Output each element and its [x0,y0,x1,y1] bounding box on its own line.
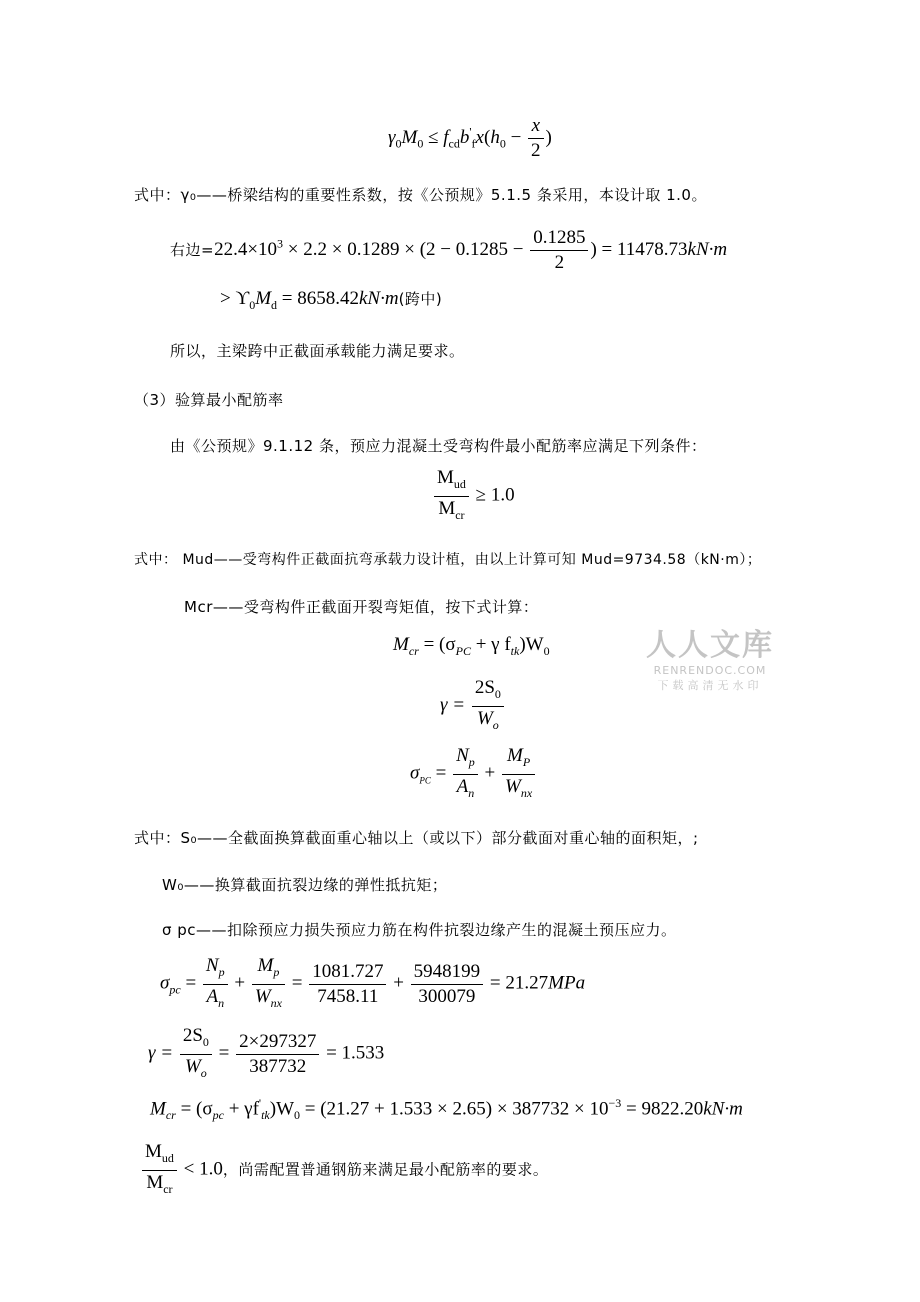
right-side-equation: 右边$=22.4\times 10^3 \times 2.2 \times 0.1289 \times (2 - 0.1285$ − $\frac{0.1285}{2}$ ) = 11478.73kN·m [170,227,728,273]
capacity-equation: $\gamma_0M_0 \le f_{cd}b'_fx(h_0$ − $\frac{x}{2}$ ) [388,115,552,161]
ratio-condition: $M_{ud}$ $M_{cr}$ ≥ 1.0 [432,466,515,527]
w0-definition: W₀——换算截面抗裂边缘的弹性抵抗矩； [162,876,448,894]
greater-than-equation: > $ϒ_0M_d = 8658.42kN\cdot m$(跨中) [220,288,443,312]
section-heading: （3）验算最小配筋率 [134,391,284,409]
sigma-pc-definition: σ pc——扣除预应力损失预应力筋在构件抗裂边缘产生的混凝土预压应力。 [162,921,677,939]
rule-text: 由《公预规》9.1.12 条，预应力混凝土受弯构件最小配筋率应满足下列条件： [170,437,707,455]
conclusion-text: 所以，主梁跨中正截面承载能力满足要求。 [170,342,465,360]
sigma-formula: $\sigma_{PC}$ = $\frac{N_p}{A_n}$ + $M_P$ $W_{nx}$ [410,744,537,805]
gamma-formula: γ = $\frac{2S_0}{W_o}$ [440,676,506,737]
mcr-definition: Mcr——受弯构件正截面开裂弯矩值，按下式计算： [184,598,539,616]
s0-definition: 式中：S₀——全截面换算截面重心轴以上（或以下）部分截面对重心轴的面积矩，; [134,829,699,847]
final-conclusion: $M_{ud}$ $M_{cr}$ < 1.0，尚需配置普通钢筋来满足最小配筋率的要求。 [140,1140,548,1201]
where-gamma0: 式中：γ₀——桥梁结构的重要性系数，按《公预规》5.1.5 条采用，本设计取 1.0。 [134,186,707,204]
where-mud: 式中： Mud——受弯构件正截面抗弯承载力设计植，由以上计算可知 Mud=9734.58（kN·m）； [134,552,762,568]
mcr-value-equation: $M_{cr} = (\sigma_{pc} + \gamma f'_{tk})W_0 = (21.27 + 1.533 \times 2.65) \times 387732 \times 10^{-3} = 9822.20kN\cdot m$ [150,1096,743,1123]
watermark-logo: 人人文库 RENRENDOC.COM 下载高清无水印 [646,628,774,692]
gamma-value-equation: γ = $\frac{2S_0}{W_o}$ = $\frac{2\times 297327}{387732}$ = 1.533 [148,1025,385,1080]
sigma-value-equation: $\sigma_{pc}$ = $\frac{N_p}{A_n}$ + $M_p$ $W_{nx}$ = $\frac{1081.727}{7458.11}$ + $\frac{5948199}{300079}$ = 21.27MPa [160,955,586,1010]
mcr-formula: $M_{cr} = (\sigma_{PC} + \gamma$ $f_{tk})W_0$ [393,634,550,658]
